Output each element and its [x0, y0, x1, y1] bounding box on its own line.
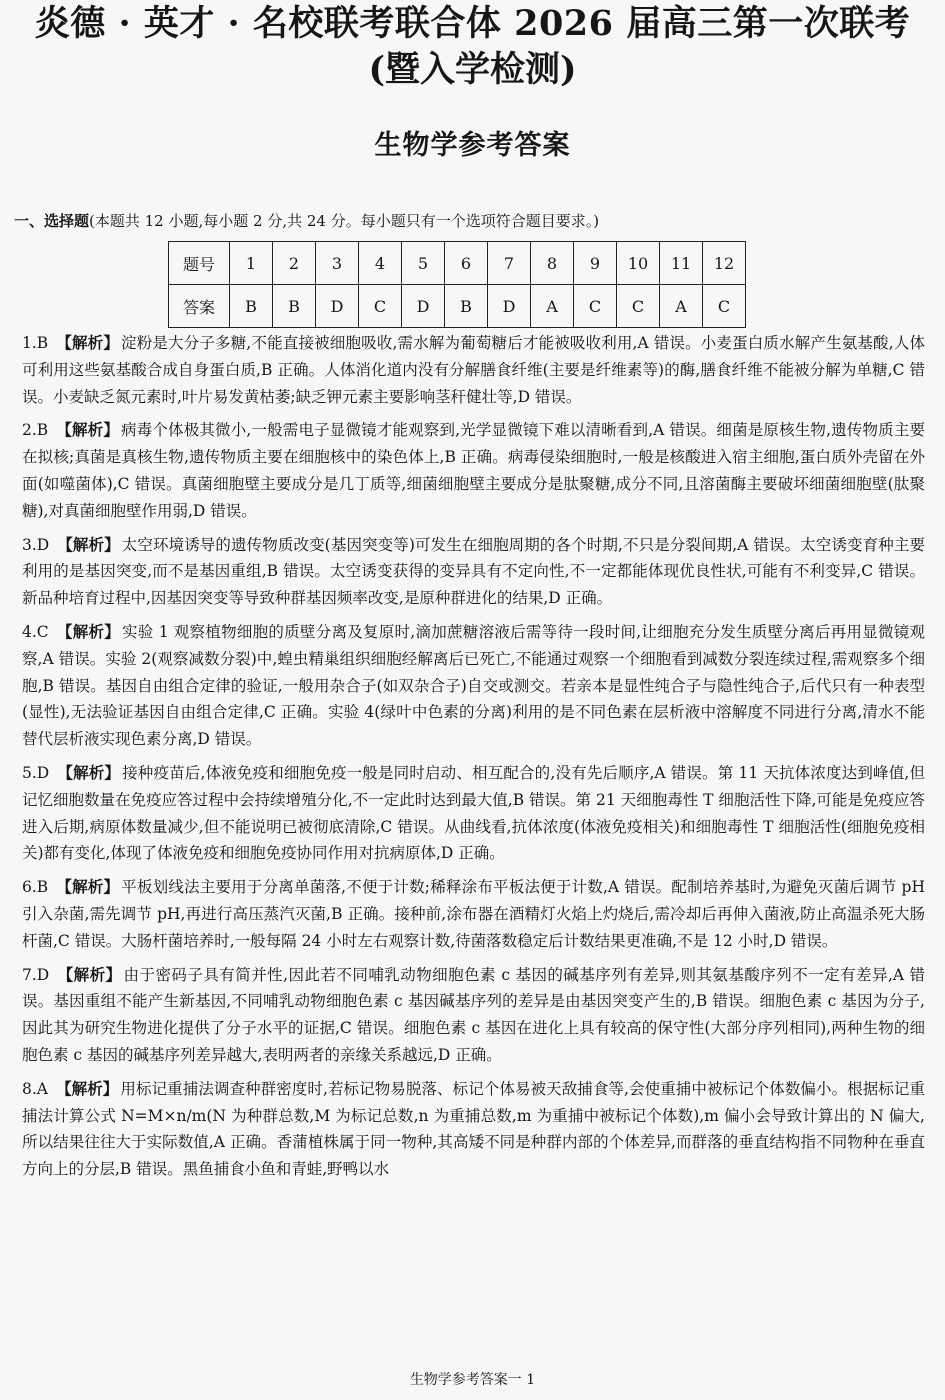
explanation-item	[22, 532, 925, 612]
answer-cell: D	[402, 285, 445, 328]
explanation-text: 由于密码子具有简并性,因此若不同哺乳动物细胞色素 c 基因的碱基序列有差异,则其氨基酸序列不一定有差异,A 错误。基因重组不能产生新基因,不同哺乳动物细胞色素 c 基因碱基序列的差异是由基因突变产生的,B 错误。细胞色素 c 基因为分子,因此其为研究生物进化提供了分子水平的证据,C 错误。细胞色素 c 基因在进化上具有较高的保守性(大部分序列相同),两种生物的细胞色素 c 基因的碱基序列差异越大,表明两者的亲缘关系越远,D 正确。	[22, 965, 925, 1064]
analysis-tag: 【解析】	[56, 333, 120, 352]
analysis-tag: 【解析】	[55, 1078, 119, 1098]
answer-cell: D	[488, 285, 531, 328]
explanation-number: 2.B	[22, 421, 49, 440]
page-footer: 生物学参考答案一 1	[409, 1372, 536, 1388]
answer-table-number-row	[169, 242, 746, 285]
exam-title: 炎德 · 英才 · 名校联考联合体 2026 届高三第一次联考	[34, 3, 911, 44]
explanation-item	[22, 874, 925, 954]
analysis-tag: 【解析】	[57, 534, 120, 554]
explanation-number: 3.D	[22, 535, 50, 554]
answer-table	[168, 241, 746, 328]
question-number-cell: 4	[359, 242, 402, 285]
answer-cell: C	[359, 285, 402, 328]
question-number-cell: 6	[445, 242, 488, 285]
question-number-cell: 2	[273, 242, 316, 285]
explanations-list	[22, 330, 925, 1190]
explanation-item	[22, 962, 925, 1069]
analysis-tag: 【解析】	[56, 420, 120, 440]
explanation-text: 接种疫苗后,体液免疫和细胞免疫一般是同时启动、相互配合的,没有先后顺序,A 错误。第 11 天抗体浓度达到峰值,但记忆细胞数量在免疫应答过程中会持续增殖分化,不一定此时达到最大值,B 错误。第 21 天细胞毒性 T 细胞活性下降,可能是免疫应答进入后期,病原体数量减少,但不能说明已被彻底清除,C 错误。从曲线看,抗体浓度(体液免疫相关)和细胞毒性 T 细胞活性(细胞免疫相关)都有变化,体现了体液免疫和细胞免疫协同作用对抗病原体,D 正确。	[22, 763, 925, 863]
question-number-cell: 12	[703, 242, 746, 285]
answer-cell: B	[273, 285, 316, 328]
number-row-label: 题号	[169, 242, 230, 285]
question-number-cell: 3	[316, 242, 359, 285]
question-number-cell: 7	[488, 242, 531, 285]
explanation-item	[22, 417, 925, 524]
answer-cell: A	[531, 285, 574, 328]
answer-row-label: 答案	[169, 285, 230, 328]
analysis-tag: 【解析】	[56, 877, 120, 897]
question-number-cell: 5	[402, 242, 445, 285]
analysis-tag: 【解析】	[57, 762, 121, 782]
section-description: (本题共 12 小题,每小题 2 分,共 24 分。每小题只有一个选项符合题目要求。)	[89, 212, 600, 230]
explanation-number: 1.B	[22, 334, 49, 352]
answer-cell: B	[230, 285, 273, 328]
question-number-cell: 11	[660, 242, 703, 285]
answer-cell: D	[316, 285, 359, 328]
explanation-text: 太空环境诱导的遗传物质改变(基因突变等)可发生在细胞周期的各个时期,不只是分裂间期,A 错误。太空诱变育种主要利用的是基因突变,而不是基因重组,B 错误。太空诱变获得的变异具有不定向性,不一定都能体现优良性状,可能有不利变异,C 错误。新品种培育过程中,因基因突变等导致种群基因频率改变,是原种群进化的结果,D 正确。	[22, 535, 925, 608]
explanation-number: 8.A	[22, 1079, 48, 1098]
explanation-text: 淀粉是大分子多糖,不能直接被细胞吸收,需水解为葡萄糖后才能被吸收利用,A 错误。小麦蛋白质水解产生氨基酸,人体可利用这些氨基酸合成自身蛋白质,B 正确。人体消化道内没有分解膳食纤维(主要是纤维素等)的酶,膳食纤维不能被分解为单糖,C 错误。小麦缺乏氮元素时,叶片易发黄枯萎;缺乏钾元素主要影响茎秆健壮等,D 错误。	[22, 334, 925, 406]
answer-cell: C	[617, 285, 660, 328]
explanation-item	[22, 330, 925, 410]
subject-title: 生物学参考答案	[374, 130, 571, 161]
answer-table-answer-row	[169, 285, 746, 328]
analysis-tag: 【解析】	[56, 621, 120, 641]
answer-cell: C	[703, 285, 746, 328]
question-number-cell: 1	[230, 242, 273, 285]
explanation-text: 平板划线法主要用于分离单菌落,不便于计数;稀释涂布平板法便于计数,A 错误。配制培养基时,为避免灭菌后调节 pH 引入杂菌,需先调节 pH,再进行高压蒸汽灭菌,B 正确。接种前,涂布器在酒精灯火焰上灼烧后,需冷却后再伸入菌液,防止高温杀死大肠杆菌,C 错误。大肠杆菌培养时,一般每隔 24 小时左右观察计数,待菌落数稳定后计数结果更准确,不是 12 小时,D 错误。	[22, 878, 925, 950]
explanation-text: 病毒个体极其微小,一般需电子显微镜才能观察到,光学显微镜下难以清晰看到,A 错误。细菌是原核生物,遗传物质主要在拟核;真菌是真核生物,遗传物质主要在细胞核中的染色体上,B 正确。病毒侵染细胞时,一般是核酸进入宿主细胞,蛋白质外壳留在外面(如噬菌体),C 错误。真菌细胞壁主要成分是几丁质等,细菌细胞壁主要成分是肽聚糖,成分不同,且溶菌酶主要破坏细菌细胞壁(肽聚糖),对真菌细胞壁作用弱,D 错误。	[22, 421, 925, 520]
explanation-number: 5.D	[22, 763, 50, 782]
explanation-number: 4.C	[22, 622, 49, 641]
question-number-cell: 9	[574, 242, 617, 285]
section-heading	[14, 208, 934, 234]
explanation-number: 6.B	[22, 878, 49, 897]
question-number-cell: 8	[531, 242, 574, 285]
exam-subtitle: (暨入学检测)	[368, 49, 577, 90]
analysis-tag: 【解析】	[57, 964, 122, 984]
question-number-cell: 10	[617, 242, 660, 285]
explanation-text: 用标记重捕法调查种群密度时,若标记物易脱落、标记个体易被天敌捕食等,会使重捕中被标记个体数偏小。根据标记重捕法计算公式 N=M×n/m(N 为种群总数,M 为标记总数,n 为重捕总数,m 为重捕中被标记个体数),m 偏小会导致计算出的 N 偏大,所以结果往往大于实际数值,A 正确。香蒲植株属于同一物种,其高矮不同是种群内部的个体差异,而群落的垂直结构指不同物种在垂直方向上的分层,B 错误。黑鱼捕食小鱼和青蛙,野鸭以水	[22, 1079, 925, 1179]
explanation-item	[22, 760, 925, 867]
answer-cell: B	[445, 285, 488, 328]
explanation-number: 7.D	[22, 965, 50, 984]
explanation-item	[22, 619, 925, 753]
section-label: 一、选择题	[14, 212, 90, 230]
explanation-item	[22, 1076, 925, 1183]
answer-cell: C	[574, 285, 617, 328]
explanation-text: 实验 1 观察植物细胞的质壁分离及复原时,滴加蔗糖溶液后需等待一段时间,让细胞充分发生质壁分离后再用显微镜观察,A 错误。实验 2(观察减数分裂)中,蝗虫精巢组织细胞经解离后已死亡,不能通过观察一个细胞看到减数分裂连续过程,需观察多个细胞,B 错误。基因自由组合定律的验证,一般用杂合子(如双杂合子)自交或测交。若亲本是显性纯合子与隐性纯合子,后代只有一种表型(显性),无法验证基因自由组合定律,C 正确。实验 4(绿叶中色素的分离)利用的是不同色素在层析液中溶解度不同进行分离,清水不能替代层析液实现色素分离,D 错误。	[22, 622, 925, 749]
answer-cell: A	[660, 285, 703, 328]
